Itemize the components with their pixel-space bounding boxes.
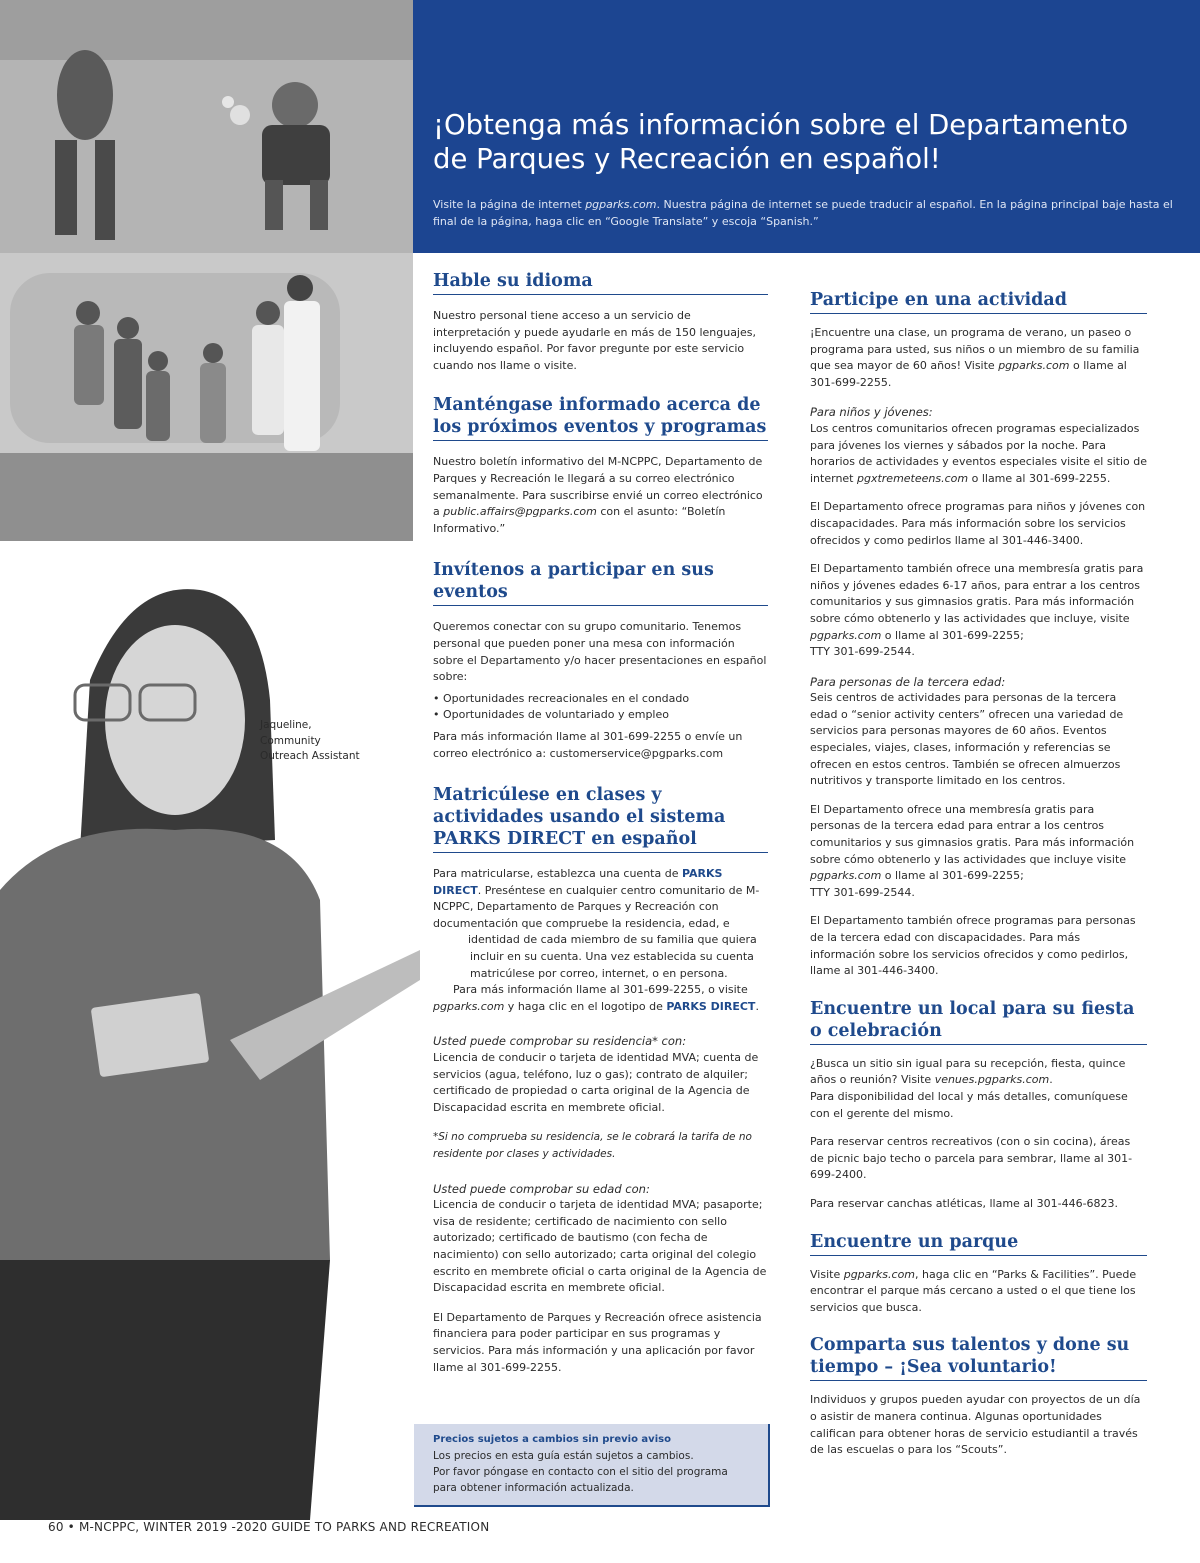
pgparks-link[interactable]: pgparks.com [810,628,882,642]
parks-direct-logo-label[interactable]: PARKS DIRECT [666,999,756,1013]
text-part: El Departamento también ofrece una membresía gratis para niños y jóvenes edades 6-17 años, para entrar a los centros comunitarios y sus gimnasios gratis. Para más información sobre cómo obtenerlo y las actividades que incluye, visite [810,562,1144,625]
text-part: El Departamento ofrece una membresía gratis para personas de la tercera edad para entrar a los centros comunitarios y sus gimnasios gratis. Para más información sobre cómo obtenerlo y las actividades que incluye visite [810,802,1135,866]
parks-direct-text [433,866,768,932]
page-footer: 60 • M-NCPPC, WINTER 2019 -2020 GUIDE TO PARKS AND RECREATION [48,1520,490,1534]
senior-tty: TTY 301-699-2544. [810,885,915,899]
pgparks-link[interactable]: pgparks.com [585,198,657,211]
venues-link[interactable]: venues.pgparks.com [934,1073,1050,1087]
kids-disabilities-text: El Departamento ofrece programas para niños y jóvenes con discapacidades. Para más información sobre los servicios ofrecidos y como pedirlos llame al 301-446-3400. [810,500,1146,547]
invite-text: Queremos conectar con su grupo comunitario. Tenemos personal que pueden poner una mesa con información sobre el Departamento y/o hacer presentaciones en español sobre: [433,620,767,684]
kids-heading: Para niños y jóvenes: [810,405,933,420]
price-notice-line: Por favor póngase en contacto con el sitio del programa [433,1466,728,1478]
residency-heading: Usted puede comprobar su residencia* con: [433,1034,687,1049]
text-part: ¿Busca un sitio sin igual para su recepción, fiesta, quince años o reunión? Visite [810,1056,1126,1087]
price-notice-line: Los precios en esta guía están sujetos a cambios. [433,1450,694,1462]
kids-tty: TTY 301-699-2544. [810,645,915,659]
venue-courts-text: Para reservar canchas atléticas, llame al 301-446-6823. [810,1196,1119,1210]
parks-direct-text-line: identidad de cada miembro de su familia que quiera [468,933,757,947]
banner-text-part: Visite la página de internet [433,198,586,211]
text-part: Para matricularse, establezca una cuenta de [433,867,682,881]
banner-text-part: . Nuestra página de internet se puede traducir al español. En la página principal baje hasta el final de la página, haga clic en “Google Translate” y escoja “Spanish.” [433,198,1173,228]
volunteer-text: Individuos y grupos pueden ayudar con proyectos de un día o asistir de manera continua. Algunas oportunidades califican para obtener horas de servicio estudiantil a través de las escuelas o para los “Scouts”. [810,1393,1141,1457]
photo-family-group [0,253,413,541]
text-part: o llame al 301-699-2255. [810,359,1127,389]
text-part: o llame al 301-699-2255. [968,471,1111,485]
age-text: Licencia de conducir o tarjeta de identidad MVA; pasaporte; visa de residente; certificado de nacimiento con sello autorizado; certificado de bautismo (con fecha de nacimiento) con sello autorizado; carta original del colegio escrito en membrete oficial o carta original de la Agencia de Discapacidad escrita en membrete oficial. [433,1198,767,1295]
newsletter-text-part: Nuestro boletín informativo del M-NCPPC, Departamento de Parques y Recreación le llegará a su correo electrónico semanalmente. Para suscribirse envié un correo electrónico a [433,455,763,519]
newsletter-text-part: con el asunto: “Boletín Informativo.” [433,505,726,535]
banner-intro-text [433,196,1178,230]
newsletter-text [433,454,768,537]
newsletter-email-link[interactable]: public.affairs@pgparks.com [443,505,597,519]
venue-reserve-text: Para reservar centros recreativos (con o sin cocina), áreas de picnic bajo techo o parcela para sembrar, llame al 301-699-2400. [810,1135,1133,1182]
text-part: Los centros comunitarios ofrecen programas especializados para jóvenes los viernes y sábados por la noche. Para horarios de actividades y eventos especiales visite el sitio de internet [810,421,1147,485]
venue-text [810,1056,1147,1089]
venue-availability-text: Para disponibilidad del local y más detalles, comuníquese con el gerente del mismo. [810,1089,1128,1120]
page-title-line-2: de Parques y Recreación en español! [433,143,941,175]
text-part: . Preséntese en cualquier centro comunitario de M-NCPPC, Departamento de Parques y Recreación con documentación que compruebe la residencia, edad, e [433,883,760,930]
pgparks-link[interactable]: pgparks.com [810,869,882,883]
caption-role-line-1: Community [260,734,321,747]
heading-invite-us: Invítenos a participar en sus eventos [433,559,768,606]
heading-hable-su-idioma: Hable su idioma [433,270,768,295]
parks-direct-label: PARKS DIRECT [433,867,723,897]
caption-role-line-2: Outreach Assistant [260,750,360,762]
caption-name: Jaqueline, [260,719,312,731]
price-notice-line: para obtener información actualizada. [433,1482,634,1494]
invite-bullet-1: • Oportunidades recreacionales en el condado [433,691,690,705]
photo-outreach-assistant [0,560,420,1520]
page-title-line-1: ¡Obtenga más información sobre el Departamento [433,109,1129,141]
heading-participate: Participe en una actividad [810,289,1147,314]
senior-heading: Para personas de la tercera edad: [810,674,1006,689]
residency-text: Licencia de conducir o tarjeta de identidad MVA; cuenta de servicios (agua, teléfono, luz o gas); contrato de alquiler; certificado de propiedad o carta original de la Agencia de Discapacidad escrita en membrete oficial. [433,1051,759,1114]
heading-part: en español [585,829,697,850]
text-part: ¡Encuentre una clase, un programa de verano, un paseo o programa para usted, sus niños o un miembro de su familia que sea mayor de 60 años! Visite [810,326,1140,373]
age-heading: Usted puede comprobar su edad con: [433,1181,650,1196]
heading-parks-direct [433,784,768,853]
text-part: y haga clic en el logotipo de [504,999,667,1013]
pgparks-link[interactable]: pgparks.com [433,999,505,1013]
senior-centers-text: Seis centros de actividades para personas de la tercera edad o “senior activity centers” ofrecen una variedad de servicios para personas mayores de 60 años. Eventos especiales, viajes, clases, información y referencias se ofrecen en estos centros. También se ofrecen almuerzos nutritivos y transporte limitado en los centros. [810,691,1124,788]
find-park-text [810,1267,1147,1317]
invite-contact: Para más información llame al 301-699-2255 o envíe un correo electrónico a: customerservice@pgparks.com [433,729,743,760]
parks-direct-text-line: Para más información llame al 301-699-2255, o visite [453,983,748,997]
price-notice-text [433,1448,763,1496]
residency-note: *Si no comprueba su residencia, se le cobrará la tarifa de no residente por clases y actividades. [433,1131,752,1160]
photo-children-playing [0,0,413,253]
price-notice-title: Precios sujetos a cambios sin previo aviso [433,1434,671,1445]
text-part: , haga clic en “Parks & Facilities”. Puede encontrar el parque más cercano a usted o el que tiene los servicios que busca. [810,1267,1137,1314]
parks-direct-text-line: matricúlese por correo, internet, o en persona. [470,966,728,980]
senior-membership-text [810,802,1147,885]
pgparks-link[interactable]: pgparks.com [998,359,1070,373]
text-part: o llame al 301-699-2255; [881,628,1024,642]
text-part: . [755,999,759,1013]
heading-find-park: Encuentre un parque [810,1231,1147,1256]
text-part: o llame al 301-699-2255; [881,869,1024,883]
heading-part: Matricúlese en clases y actividades usando el sistema [433,785,726,828]
heading-parks-direct-bold: PARKS DIRECT [433,829,586,850]
kids-membership-text [810,561,1147,644]
pgparks-link[interactable]: pgparks.com [843,1267,916,1281]
parks-direct-text-line [433,999,768,1016]
heading-venue: Encuentre un local para su fiesta o celebración [810,998,1147,1045]
interpretation-text: Nuestro personal tiene acceso a un servicio de interpretación y puede ayudarle en más de 150 lenguajes, incluyendo español. Por favor pregunte por este servicio cuando nos llame o visite. [433,309,756,372]
financial-aid-text: El Departamento de Parques y Recreación ofrece asistencia financiera para poder participar en sus programas y servicios. Para más información y una aplicación por favor llame al 301-699-2255. [433,1310,762,1374]
participate-text [810,325,1147,391]
left-column [433,270,768,1376]
kids-text [810,421,1147,487]
right-column [810,289,1147,1459]
photo-caption [260,718,390,765]
heading-volunteer: Comparta sus talentos y done su tiempo – ¡Sea voluntario! [810,1334,1147,1381]
text-part: . [1049,1073,1053,1087]
invite-bullet-2: • Oportunidades de voluntariado y empleo [433,708,669,722]
page-title [433,108,1173,176]
pgxtremeteens-link[interactable]: pgxtremeteens.com [857,471,969,485]
parks-direct-text-line: incluir en su cuenta. Una vez establecida su cuenta [470,950,754,964]
senior-disabilities-text: El Departamento también ofrece programas para personas de la tercera edad con discapacidades. Para más información sobre los servicios ofrecidos y como pedirlos, llame al 301-446-3400. [810,914,1136,978]
heading-newsletter: Manténgase informado acerca de los próximos eventos y programas [433,394,768,441]
text-part: Visite [810,1267,844,1281]
